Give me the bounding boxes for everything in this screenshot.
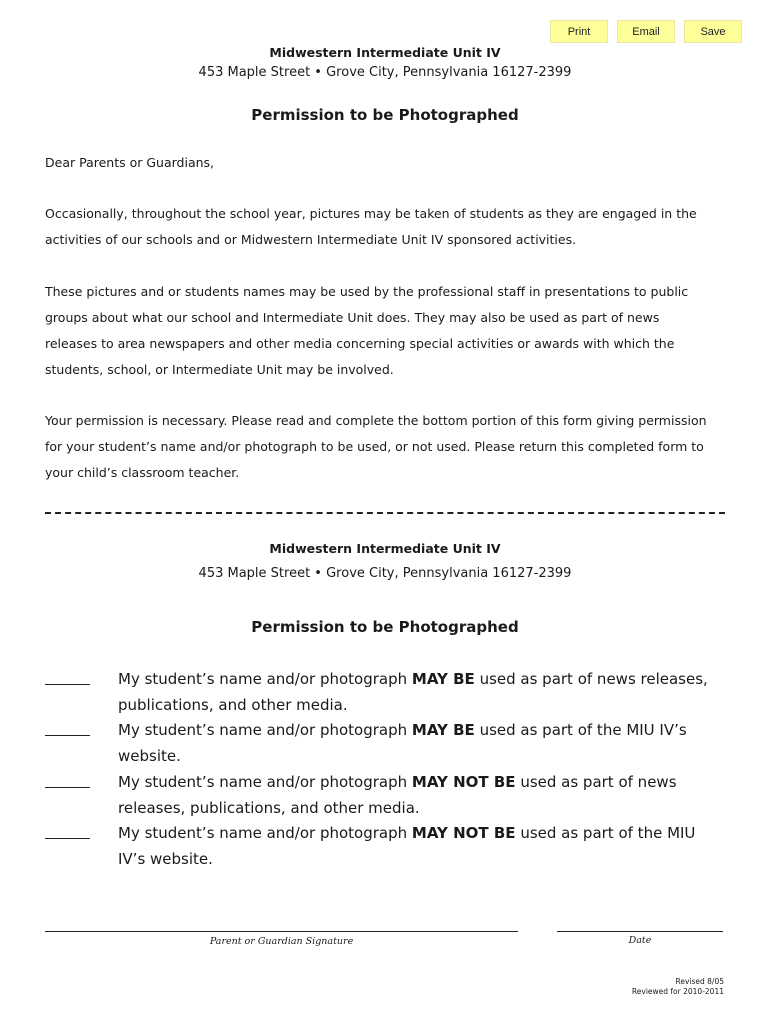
option-blank-line[interactable] bbox=[45, 735, 90, 736]
form-org-name: Midwestern Intermediate Unit IV bbox=[269, 541, 501, 556]
revised-date: Revised 8/05 bbox=[675, 977, 724, 986]
option-text: My student’s name and/or photograph MAY NOT BE used as part of the MIU IV’s website. bbox=[118, 824, 696, 868]
signature-line[interactable] bbox=[45, 931, 518, 932]
option-text: My student’s name and/or photograph MAY BE used as part of the MIU IV’s website. bbox=[118, 721, 687, 765]
save-button[interactable]: Save bbox=[684, 20, 742, 43]
letter-paragraph-1: Occasionally, throughout the school year, pictures may be taken of students as they are engaged in the activities of our schools and or Midwestern Intermediate Unit IV sponsored activities. bbox=[45, 206, 697, 247]
reviewed-year: Reviewed for 2010-2011 bbox=[631, 987, 724, 996]
date-label: Date bbox=[628, 935, 652, 946]
signature-label: Parent or Guardian Signature bbox=[209, 936, 354, 947]
letter-address: 453 Maple Street • Grove City, Pennsylvania 16127-2399 bbox=[198, 65, 572, 80]
letter-greeting: Dear Parents or Guardians, bbox=[45, 155, 215, 170]
print-button[interactable]: Print bbox=[550, 20, 608, 43]
revision-note bbox=[632, 977, 724, 997]
toolbar bbox=[550, 20, 742, 43]
option-blank-line[interactable] bbox=[45, 787, 90, 788]
option-blank-line[interactable] bbox=[45, 684, 90, 685]
letter-title: Permission to be Photographed bbox=[251, 106, 519, 124]
form-address: 453 Maple Street • Grove City, Pennsylvania 16127-2399 bbox=[198, 566, 572, 581]
option-text: My student’s name and/or photograph MAY BE used as part of news releases, publications, and other media. bbox=[118, 670, 708, 714]
date-line[interactable] bbox=[557, 931, 723, 932]
letter-paragraph-2: These pictures and or students names may be used by the professional staff in presentations to public groups about what our school and Intermediate Unit does. They may also be used as part of news releases to area newspapers and other media concerning special activities or awards with which the students, school, or Intermediate Unit may be involved. bbox=[45, 284, 689, 377]
option-text: My student’s name and/or photograph MAY NOT BE used as part of news releases, publications, and other media. bbox=[118, 773, 677, 817]
cut-line-divider bbox=[45, 512, 725, 514]
form-title: Permission to be Photographed bbox=[251, 618, 519, 636]
letter-org-name: Midwestern Intermediate Unit IV bbox=[269, 45, 501, 60]
email-button[interactable]: Email bbox=[617, 20, 675, 43]
letter-paragraph-3: Your permission is necessary. Please read and complete the bottom portion of this form giving permission for your student’s name and/or photograph to be used, or not used. Please return this completed form to your child’s classroom teacher. bbox=[45, 413, 707, 480]
option-blank-line[interactable] bbox=[45, 838, 90, 839]
